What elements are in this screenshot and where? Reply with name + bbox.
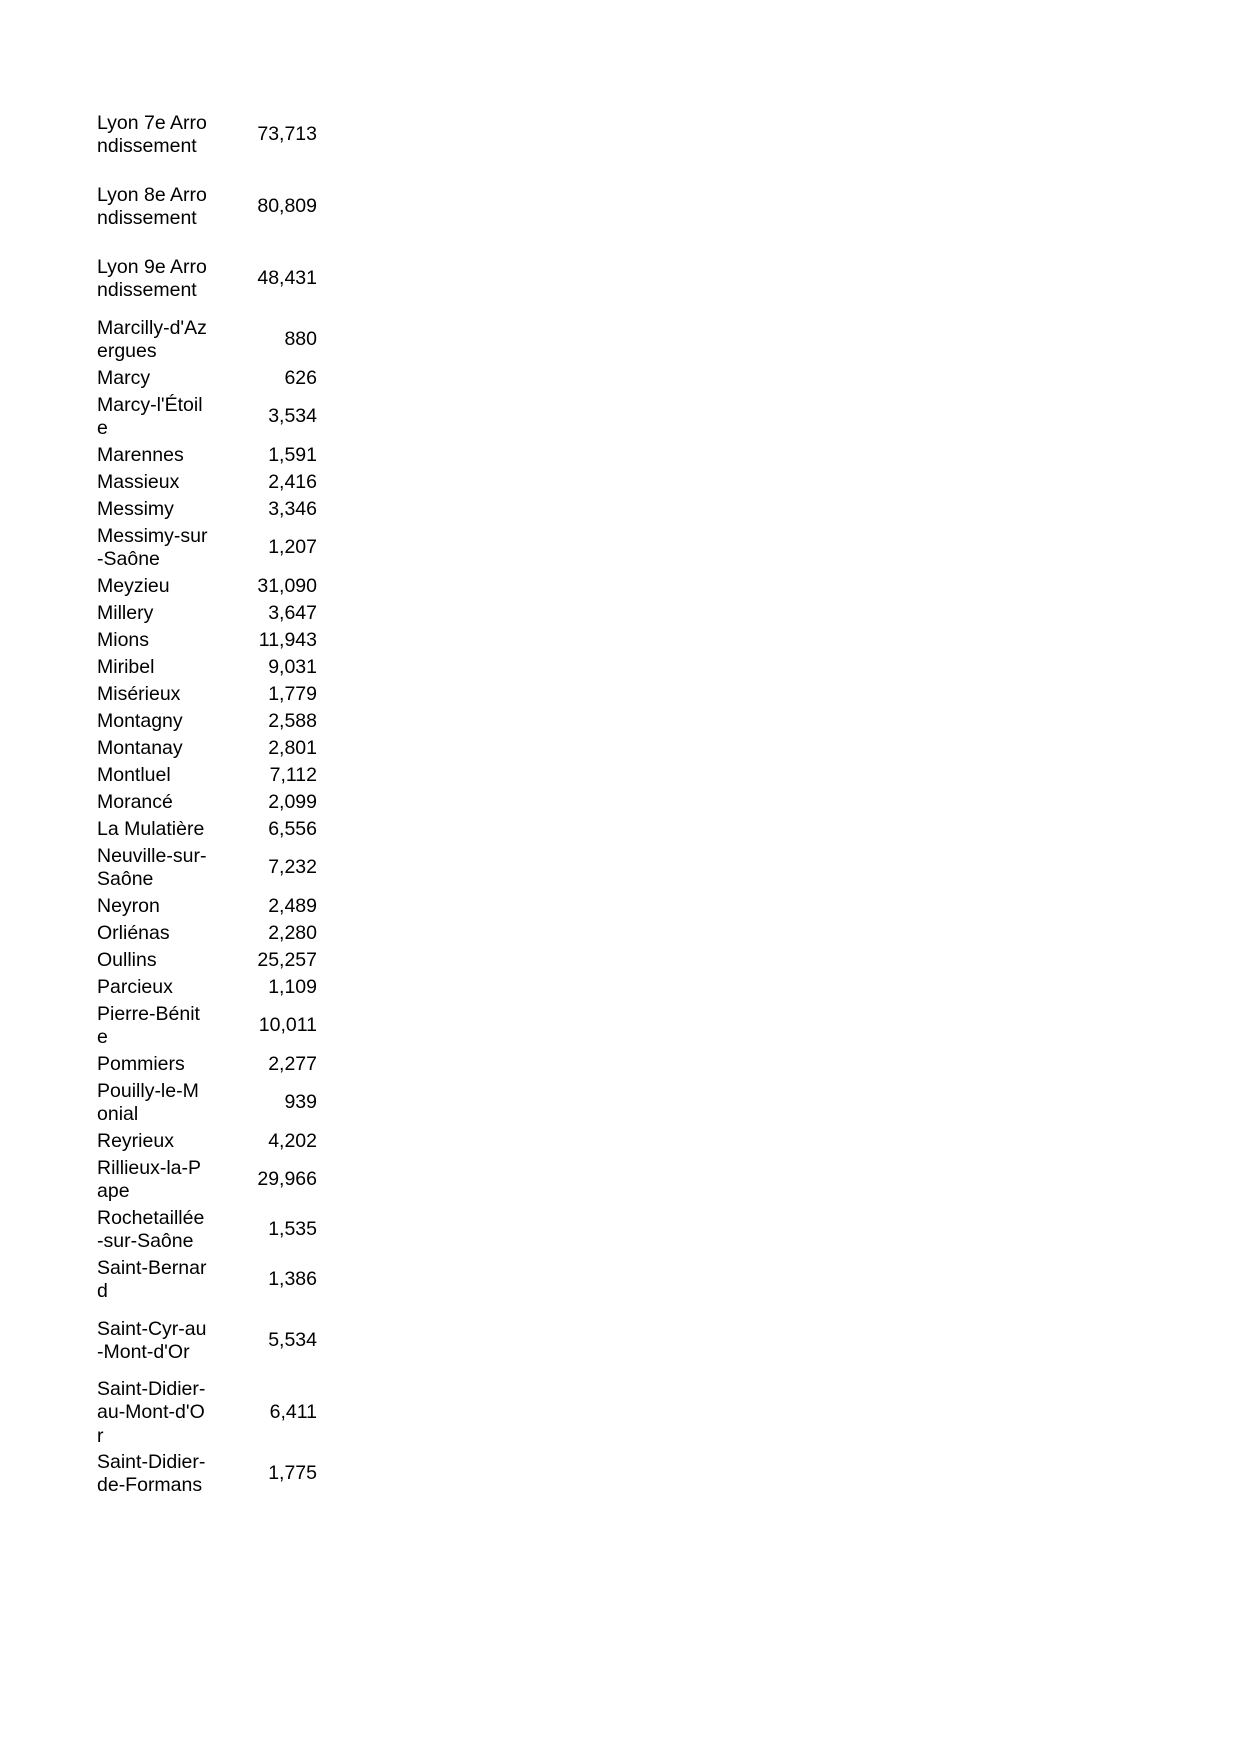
population-value-cell: 1,591: [268, 443, 317, 466]
commune-name-cell: Montluel: [97, 763, 171, 786]
commune-name-cell: Saint-Didier-au-Mont-d'Or: [97, 1378, 206, 1447]
commune-name-cell: Reyrieux: [97, 1129, 174, 1152]
table-body: [97, 99, 317, 1499]
commune-name-cell: La Mulatière: [97, 817, 205, 840]
table-row: [97, 600, 317, 627]
commune-name-cell: Morancé: [97, 790, 173, 813]
table-row: [97, 920, 317, 947]
commune-name-cell: Pouilly-le-Monial: [97, 1079, 199, 1125]
population-value-cell: 1,775: [268, 1462, 317, 1485]
population-value-cell: 2,801: [268, 736, 317, 759]
table-row: [97, 947, 317, 974]
table-row: [97, 627, 317, 654]
population-value-cell: 1,109: [268, 975, 317, 998]
table-row: [97, 573, 317, 600]
population-value-cell: 25,257: [257, 948, 317, 971]
commune-name-cell: Neuville-sur-Saône: [97, 844, 207, 890]
population-value-cell: 7,232: [268, 856, 317, 879]
commune-name-cell: Millery: [97, 601, 154, 624]
commune-name-cell: Miribel: [97, 655, 155, 678]
commune-name-cell: Pommiers: [97, 1052, 185, 1075]
table-row: [97, 365, 317, 392]
table-row: [97, 442, 317, 469]
population-value-cell: 4,202: [268, 1129, 317, 1152]
table-row: [97, 1305, 317, 1377]
table-row: [97, 1377, 317, 1449]
population-value-cell: 3,647: [268, 601, 317, 624]
table-row: [97, 1001, 317, 1051]
commune-name-cell: Massieux: [97, 470, 180, 493]
population-value-cell: 80,809: [257, 195, 317, 218]
commune-name-cell: Lyon 7e Arrondissement: [97, 111, 207, 157]
commune-name-cell: Lyon 8e Arrondissement: [97, 183, 207, 229]
table-row: [97, 1155, 317, 1205]
table-row: [97, 1205, 317, 1255]
commune-name-cell: Montagny: [97, 709, 183, 732]
commune-name-cell: Misérieux: [97, 682, 181, 705]
population-value-cell: 939: [284, 1091, 317, 1114]
population-value-cell: 7,112: [269, 763, 317, 786]
table-row: [97, 762, 317, 789]
table-row: [97, 392, 317, 442]
population-table-container: [97, 99, 317, 1499]
table-row: [97, 1128, 317, 1155]
population-value-cell: 1,535: [268, 1218, 317, 1241]
commune-name-cell: [97, 1305, 209, 1377]
commune-name-cell: Messimy-sur-Saône: [97, 524, 208, 570]
table-row: [97, 99, 317, 171]
population-value-cell: 9,031: [268, 655, 317, 678]
table-row: [97, 243, 317, 315]
population-value-cell: 1,207: [268, 536, 317, 559]
population-value-cell: 3,346: [268, 497, 317, 520]
commune-name-cell: Rillieux-la-Pape: [97, 1156, 202, 1202]
population-value-cell: 6,556: [268, 817, 317, 840]
table-row: [97, 1255, 317, 1305]
table-row: [97, 816, 317, 843]
population-value-cell: 880: [284, 328, 317, 351]
population-value-cell: 5,534: [268, 1329, 317, 1352]
commune-name-cell: Montanay: [97, 736, 183, 759]
population-table: [97, 99, 317, 1499]
commune-name-cell: Meyzieu: [97, 574, 170, 597]
table-row: [97, 1078, 317, 1128]
population-value-cell: 2,588: [268, 709, 317, 732]
commune-name-cell: Pierre-Bénite: [97, 1002, 200, 1048]
population-value-cell: 2,099: [268, 790, 317, 813]
population-value-cell: 626: [284, 366, 317, 389]
population-value-cell: 1,386: [268, 1268, 317, 1291]
commune-name-cell: Orliénas: [97, 921, 170, 944]
commune-name-cell: Saint-Didier-de-Formans: [97, 1450, 206, 1496]
commune-name-cell: Parcieux: [97, 975, 173, 998]
population-value-cell: 2,416: [268, 470, 317, 493]
population-value-cell: 29,966: [257, 1168, 317, 1191]
population-value-cell: 48,431: [257, 267, 317, 290]
population-value-cell: 31,090: [257, 574, 317, 597]
commune-name-label: Saint-Cyr-au-Mont-d'Or: [97, 1317, 207, 1363]
table-row: [97, 171, 317, 243]
table-row: [97, 469, 317, 496]
commune-name-cell: Marcilly-d'Azergues: [97, 316, 207, 362]
population-value-cell: 2,280: [268, 921, 317, 944]
population-value-cell: 11,943: [258, 628, 317, 651]
commune-name-cell: Oullins: [97, 948, 157, 971]
commune-name-cell: Marennes: [97, 443, 184, 466]
commune-name-cell: Neyron: [97, 894, 160, 917]
commune-name-cell: Marcy: [97, 366, 151, 389]
table-row: [97, 789, 317, 816]
commune-name-cell: Mions: [97, 628, 150, 651]
commune-name-cell: Rochetaillée-sur-Saône: [97, 1206, 205, 1252]
table-row: [97, 681, 317, 708]
table-row: [97, 1449, 317, 1499]
table-row: [97, 708, 317, 735]
population-value-cell: 73,713: [257, 123, 317, 146]
commune-name-cell: Messimy: [97, 497, 174, 520]
population-value-cell: 1,779: [268, 682, 317, 705]
table-row: [97, 893, 317, 920]
population-value-cell: 6,411: [269, 1401, 317, 1424]
commune-name-cell: Marcy-l'Étoile: [97, 393, 203, 439]
population-value-cell: 2,489: [268, 894, 317, 917]
table-row: [97, 315, 317, 365]
table-row: [97, 974, 317, 1001]
table-row: [97, 1051, 317, 1078]
population-value-cell: 10,011: [258, 1014, 317, 1037]
population-value-cell: 2,277: [268, 1052, 317, 1075]
table-row: [97, 843, 317, 893]
commune-name-cell: Saint-Bernard: [97, 1256, 207, 1302]
table-row: [97, 735, 317, 762]
population-value-cell: 3,534: [268, 405, 317, 428]
table-row: [97, 654, 317, 681]
commune-name-cell: Lyon 9e Arrondissement: [97, 255, 207, 301]
table-row: [97, 496, 317, 523]
table-row: [97, 523, 317, 573]
